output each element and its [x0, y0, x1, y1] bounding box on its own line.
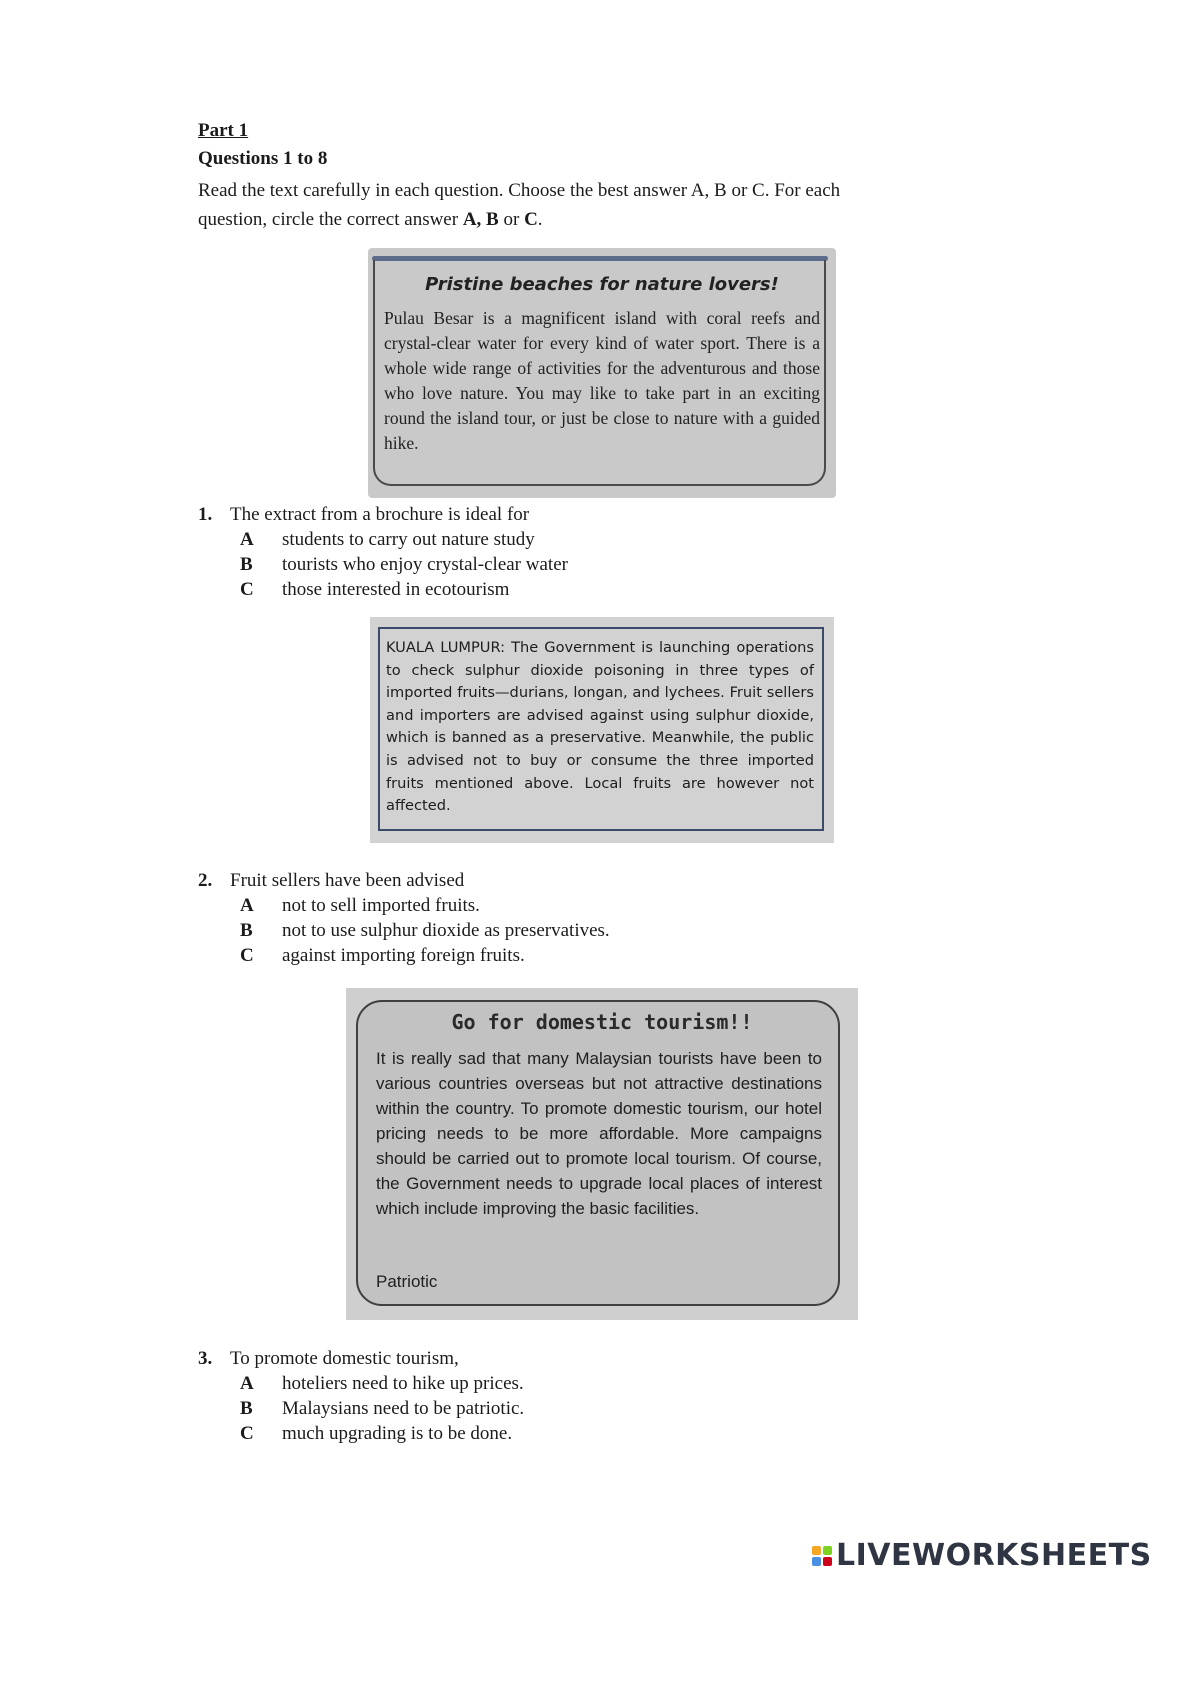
- option-c[interactable]: [198, 577, 898, 602]
- option-text: students to carry out nature study: [282, 529, 535, 550]
- option-key: C: [240, 945, 254, 966]
- question-2: [198, 868, 898, 968]
- questions-range: Questions 1 to 8: [198, 148, 328, 169]
- option-key: B: [240, 1398, 253, 1419]
- brand-name: LIVEWORKSHEETS: [836, 1538, 1152, 1573]
- option-text: hoteliers need to hike up prices.: [282, 1373, 524, 1394]
- option-text: those interested in ecotourism: [282, 579, 510, 600]
- option-b[interactable]: [198, 1396, 898, 1421]
- instruction-line-1: Read the text carefully in each question. Choose the best answer A, B or C. For each: [198, 180, 841, 201]
- question-3: [198, 1346, 898, 1446]
- instructions: [198, 176, 958, 234]
- option-b[interactable]: [198, 552, 898, 577]
- passage-letter: [346, 988, 858, 1320]
- option-a[interactable]: [198, 1371, 898, 1396]
- option-key: A: [240, 895, 254, 916]
- question-stem: [198, 502, 898, 527]
- question-number: 2.: [198, 870, 213, 891]
- liveworksheets-logo: [812, 1538, 1152, 1573]
- question-stem-text: To promote domestic tourism,: [230, 1348, 459, 1369]
- option-a[interactable]: [198, 527, 898, 552]
- question-number: 1.: [198, 504, 213, 525]
- option-key: C: [240, 1423, 254, 1444]
- question-stem: [198, 868, 898, 893]
- instruction-text: .: [537, 209, 543, 230]
- instruction-line-2: [198, 205, 958, 234]
- instruction-text: or: [498, 209, 525, 230]
- option-key: B: [240, 554, 253, 575]
- logo-grid-icon: [812, 1546, 832, 1566]
- option-c[interactable]: [198, 943, 898, 968]
- instruction-bold: C: [524, 209, 538, 230]
- option-text: against importing foreign fruits.: [282, 945, 525, 966]
- option-key: A: [240, 529, 254, 550]
- passage-title: Pristine beaches for nature lovers!: [425, 274, 779, 295]
- passage-text: It is really sad that many Malaysian tourists have been to various countries overseas but not attractive destinations within the country. To promote domestic tourism, our hotel pricing needs to be more affordable. More campaigns should be carried out to promote local tourism. Of course, the Government needs to upgrade local places of interest which include improving the basic facilities.: [376, 1049, 822, 1218]
- option-text: not to use sulphur dioxide as preservatives.: [282, 920, 610, 941]
- passage-news: [370, 617, 834, 843]
- passage-text: KUALA LUMPUR: The Government is launching operations to check sulphur dioxide poisoning in three types of imported fruits—durians, longan, and lychees. Fruit sellers and importers are advised against using sulphur dioxide, which is banned as a preservative. Meanwhile, the public is advised not to buy or consume the three imported fruits mentioned above. Local fruits are however not affected.: [386, 639, 814, 815]
- question-stem-text: Fruit sellers have been advised: [230, 870, 465, 891]
- option-a[interactable]: [198, 893, 898, 918]
- option-text: tourists who enjoy crystal-clear water: [282, 554, 568, 575]
- instruction-text: question, circle the correct answer: [198, 209, 463, 230]
- option-text: Malaysians need to be patriotic.: [282, 1398, 525, 1419]
- question-stem: [198, 1346, 898, 1371]
- instruction-bold: A, B: [462, 209, 499, 230]
- option-text: much upgrading is to be done.: [282, 1423, 513, 1444]
- passage-text: Pulau Besar is a magnificent island with coral reefs and crystal-clear water for every kind of water sport. There is a whole wide range of activities for the adventurous and those who love nature. You may like to take part in an exciting round the island tour, or just be close to nature with a guided hike.: [384, 308, 820, 453]
- option-c[interactable]: [198, 1421, 898, 1446]
- passage-signature: Patriotic: [376, 1272, 438, 1291]
- option-text: not to sell imported fruits.: [282, 895, 480, 916]
- option-b[interactable]: [198, 918, 898, 943]
- option-key: C: [240, 579, 254, 600]
- option-key: A: [240, 1373, 254, 1394]
- question-stem-text: The extract from a brochure is ideal for: [230, 504, 530, 525]
- question-1: [198, 502, 898, 602]
- option-key: B: [240, 920, 253, 941]
- question-number: 3.: [198, 1348, 213, 1369]
- passage-brochure: [368, 248, 836, 498]
- passage-title: Go for domestic tourism!!: [451, 1010, 753, 1034]
- part-title: Part 1: [198, 120, 249, 141]
